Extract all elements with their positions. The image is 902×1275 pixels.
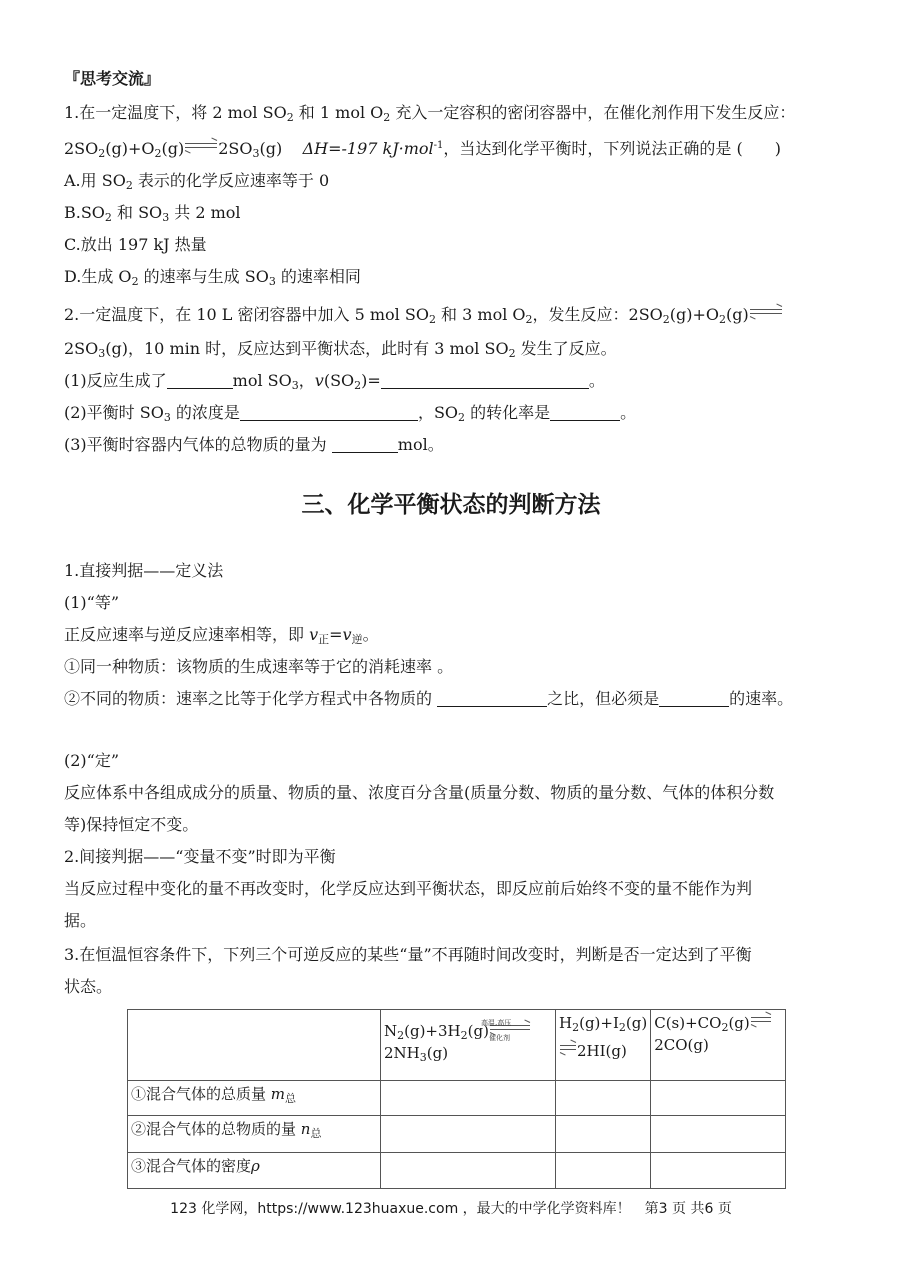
q2-stem: 2.一定温度下，在 10 L 密闭容器中加入 5 mol $SO_2$ 和 3 mol $O_2$，发生反应：$2SO_2(g)+O_2(g)$ <box>64 304 783 326</box>
body-line: ①同一种物质：该物质的生成速率等于它的消耗速率 。 <box>64 657 454 676</box>
q1-stem: 1.在一定温度下，将 2 mol $SO_2$ 和 1 mol $O_2$ 充入一定容积的密闭容器中，在催化剂作用下发生反应： <box>64 103 796 124</box>
body-line: 反应体系中各组成成分的质量、物质的量、浓度百分含量(质量分数、物质的量分数、气体的体积分数 <box>64 783 775 802</box>
answer-blank[interactable] <box>437 690 547 707</box>
answer-blank[interactable] <box>659 690 729 707</box>
body-line: ②不同的物质：速率之比等于化学方程式中各物质的 之比，但必须是 的速率。 <box>64 689 794 708</box>
answer-blank[interactable] <box>167 372 233 389</box>
equilibrium-arrow-icon <box>750 308 782 316</box>
answer-cell[interactable] <box>651 1116 786 1153</box>
judgment-table <box>127 1009 786 1189</box>
equilibrium-arrow-icon <box>751 1016 771 1024</box>
answer-blank[interactable] <box>332 436 398 453</box>
table-header-cell: $N_2(g)+3H_2(g)$ 高温,高压 催化剂 $2NH_3(g)$ <box>381 1010 556 1081</box>
body-line: 正反应速率与逆反应速率相等，即 $v_正=v_逆$。 <box>64 625 379 646</box>
q1-option-b: $B.SO_2$ 和 $SO_3$ 共 2 mol <box>64 203 241 224</box>
condition-label: 高温,高压 <box>481 1019 512 1027</box>
q1-option-c: C.放出 197 kJ 热量 <box>64 235 207 254</box>
answer-cell[interactable] <box>381 1081 556 1116</box>
q2-part3: (3)平衡时容器内气体的总物质的量为 mol。 <box>64 435 444 454</box>
body-line: 据。 <box>64 911 97 930</box>
table-header-row <box>128 1010 786 1081</box>
table-row <box>128 1116 786 1153</box>
answer-cell[interactable] <box>556 1081 651 1116</box>
table-header-cell: $C(s)+CO_2(g)$ 2CO(g) <box>651 1010 786 1081</box>
q1-option-a: A.用 $SO_2$ 表示的化学反应速率等于 0 <box>64 171 330 192</box>
body-line: (1)“等” <box>64 593 120 612</box>
body-line: 当反应过程中变化的量不再改变时，化学反应达到平衡状态，即反应前后始终不变的量不能作为判 <box>64 879 753 898</box>
body-line: 等)保持恒定不变。 <box>64 815 199 834</box>
q2-part1: (1)反应生成了 mol $SO_3$，$v(SO_2)=$ 。 <box>64 371 605 392</box>
section-tag: 『思考交流』 <box>64 69 161 88</box>
body-line: 1.直接判据——定义法 <box>64 561 224 580</box>
answer-cell[interactable] <box>651 1153 786 1189</box>
body-line: (2)“定” <box>64 751 120 770</box>
table-row <box>128 1081 786 1116</box>
row-label: ①混合气体的总质量 $m_总$ <box>128 1081 381 1116</box>
table-header-cell: $H_2(g)+I_2(g)$ 2HI(g) <box>556 1010 651 1081</box>
answer-cell[interactable] <box>556 1116 651 1153</box>
q2-stem-line2: $2SO_3(g)$，10 min 时，反应达到平衡状态，此时有 3 mol $SO_2$ 发生了反应。 <box>64 339 617 360</box>
body-line: 3.在恒温恒容条件下，下列三个可逆反应的某些“量”不再随时间改变时，判断是否一定达到了平衡 <box>64 945 752 964</box>
answer-blank[interactable] <box>550 404 620 421</box>
equilibrium-arrow-icon <box>185 142 217 150</box>
answer-blank[interactable] <box>240 404 418 421</box>
row-label: ②混合气体的总物质的量 $n_总$ <box>128 1116 381 1153</box>
table-cell <box>128 1010 381 1081</box>
answer-cell[interactable] <box>651 1081 786 1116</box>
body-line: 2.间接判据——“变量不变”时即为平衡 <box>64 847 336 866</box>
answer-cell[interactable] <box>556 1153 651 1189</box>
answer-blank[interactable] <box>381 372 589 389</box>
q1-equation: $2SO_2(g)+O_2(g)$ $2SO_3(g)$ ΔH=-197 kJ·mol$^{-1}$，当达到化学平衡时，下列说法正确的是 ( ) <box>64 139 781 160</box>
section-heading: 三、化学平衡状态的判断方法 <box>301 491 601 518</box>
table-row <box>128 1153 786 1189</box>
q2-part2: (2)平衡时 $SO_3$ 的浓度是 ，$SO_2$ 的转化率是 。 <box>64 403 637 424</box>
body-line: 状态。 <box>64 977 113 996</box>
q1-option-d: D.生成 $O_2$ 的速率与生成 $SO_3$ 的速率相同 <box>64 267 361 288</box>
answer-cell[interactable] <box>381 1153 556 1189</box>
condition-label: 催化剂 <box>489 1034 510 1042</box>
row-label: ③混合气体的密度ρ <box>128 1153 381 1189</box>
answer-cell[interactable] <box>381 1116 556 1153</box>
page-footer: 123 化学网，https://www.123huaxue.com ，最大的中学化学资料库！ 第3 页 共6 页 <box>170 1201 732 1217</box>
equilibrium-arrow-icon <box>560 1044 576 1052</box>
